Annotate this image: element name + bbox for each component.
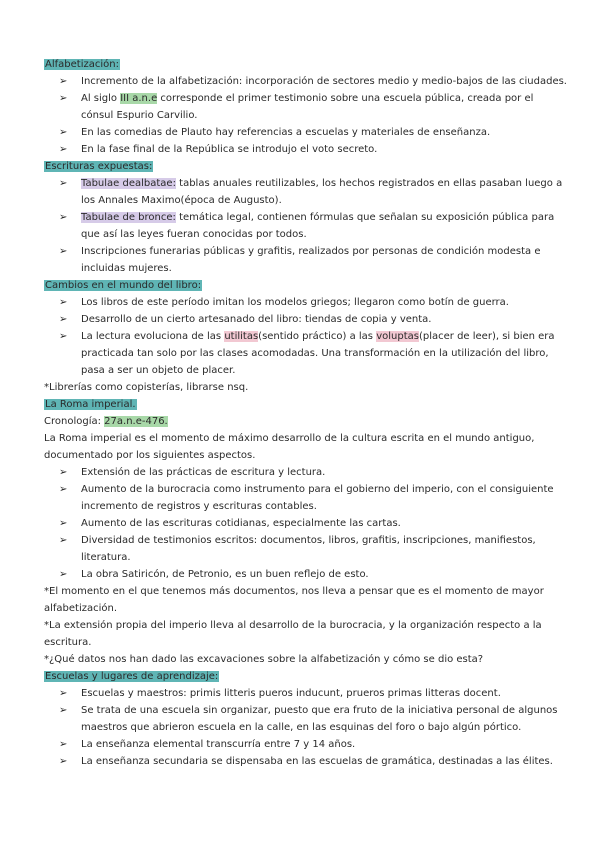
bullet-item: ➢ Los libros de este período imitan los modelos griegos; llegaron como botín de guerra. [44,294,564,311]
bullet-item: ➢ Desarrollo de un cierto artesanado del libro: tiendas de copia y venta. [44,311,564,328]
section-heading-libro: Cambios en el mundo del libro: [45,280,202,291]
arrow-bullet-icon: ➢ [59,246,68,257]
bullet-item: ➢ Inscripciones funerarias públicas y grafitis, realizados por personas de condición modesta e [44,243,564,260]
arrow-bullet-icon: ➢ [59,756,68,767]
bullet-item: ➢ En las comedias de Plauto hay referencias a escuelas y materiales de enseñanza. [44,124,564,141]
bullet-continuation: literatura. [81,552,131,563]
bullet-item: ➢ La enseñanza elemental transcurría entre 7 y 14 años. [44,736,564,753]
bullet-item: ➢ Extensión de las prácticas de escritura y lectura. [44,464,564,481]
arrow-bullet-icon: ➢ [59,518,68,529]
highlight-term: Tabulae de bronce: [81,212,176,223]
arrow-bullet-icon: ➢ [59,127,68,138]
section-heading-roma-imperial: La Roma imperial. [45,399,136,410]
arrow-bullet-icon: ➢ [59,314,68,325]
bullet-item: ➢ Aumento de la burocracia como instrumento para el gobierno del imperio, con el consiguiente [44,481,564,498]
highlight-term: voluptas [376,331,419,342]
bullet-item: ➢ La obra Satiricón, de Petronio, es un buen reflejo de esto. [44,566,564,583]
bullet-item: ➢ Diversidad de testimonios escritos: documentos, libros, grafitis, inscripciones, manifiestos, [44,532,564,549]
bullet-continuation: cónsul Espurio Carvilio. [81,110,198,121]
arrow-bullet-icon: ➢ [59,178,68,189]
arrow-bullet-icon: ➢ [59,535,68,546]
arrow-bullet-icon: ➢ [59,297,68,308]
document-page [44,56,567,770]
bullet-item: ➢ Tabulae dealbatae: tablas anuales reutilizables, los hechos registrados en ellas pasaban luego a [44,175,564,192]
bullet-continuation: incremento de registros y escrituras contables. [81,501,317,512]
section-heading-escuelas: Escuelas y lugares de aprendizaje: [45,671,219,682]
arrow-bullet-icon: ➢ [59,467,68,478]
bullet-item: ➢ La enseñanza secundaria se dispensaba en las escuelas de gramática, destinadas a las élites. [44,753,564,770]
note: *El momento en el que tenemos más documentos, nos lleva a pensar que es el momento de mayor [44,586,544,597]
arrow-bullet-icon: ➢ [59,569,68,580]
arrow-bullet-icon: ➢ [59,212,68,223]
highlight-term: Tabulae dealbatae: [81,178,176,189]
note-continuation: escritura. [44,637,92,648]
highlight-date: 27a.n.e-476. [104,416,168,427]
bullet-continuation: incluidas mujeres. [81,263,172,274]
bullet-item: ➢ En la fase final de la República se introdujo el voto secreto. [44,141,564,158]
highlight-term: utilitas [224,331,259,342]
arrow-bullet-icon: ➢ [59,144,68,155]
bullet-continuation: maestros que abrieron escuela en la calle, en las esquinas del foro o bajo algún pórtico. [81,722,522,733]
section-heading-escrituras: Escrituras expuestas: [45,161,153,172]
arrow-bullet-icon: ➢ [59,484,68,495]
note-continuation: alfabetización. [44,603,118,614]
bullet-item: ➢ La lectura evoluciona de las utilitas(sentido práctico) a las voluptas(placer de leer), si bien era [44,328,564,345]
arrow-bullet-icon: ➢ [59,688,68,699]
paragraph-line: La Roma imperial es el momento de máximo desarrollo de la cultura escrita en el mundo antiguo, [44,433,535,444]
note: *Librerías como copisterías, librarse nsq. [44,382,249,393]
note: *La extensión propia del imperio lleva al desarrollo de la burocracia, y la organización respecto a la [44,620,542,631]
bullet-item: ➢ Al siglo III a.n.e corresponde el primer testimonio sobre una escuela pública, creada por el [44,90,564,107]
bullet-item: ➢ Incremento de la alfabetización: incorporación de sectores medio y medio-bajos de las ciudades. [44,73,564,90]
bullet-item: ➢ Se trata de una escuela sin organizar, puesto que era fruto de la iniciativa personal de algunos [44,702,564,719]
bullet-continuation: que así las leyes fueran conocidas por todos. [81,229,307,240]
arrow-bullet-icon: ➢ [59,331,68,342]
bullet-item: ➢ Aumento de las escrituras cotidianas, especialmente las cartas. [44,515,564,532]
bullet-item: ➢ Escuelas y maestros: primis litteris pueros inducunt, prueros primas litteras docent. [44,685,564,702]
arrow-bullet-icon: ➢ [59,739,68,750]
note: *¿Qué datos nos han dado las excavaciones sobre la alfabetización y cómo se dio esta? [44,654,484,665]
arrow-bullet-icon: ➢ [59,93,68,104]
section-heading-alfabetizacion: Alfabetización: [45,59,119,70]
bullet-item: ➢ Tabulae de bronce: temática legal, contienen fórmulas que señalan su exposición pública para [44,209,564,226]
chronology-line: Cronología: 27a.n.e-476. [44,416,168,427]
arrow-bullet-icon: ➢ [59,76,68,87]
bullet-continuation: practicada tan solo por las clases acomodadas. Una transformación en la utilización del libro, [81,348,549,359]
highlight-date: III a.n.e [120,93,158,104]
bullet-continuation: pasa a ser un objeto de placer. [81,365,236,376]
arrow-bullet-icon: ➢ [59,705,68,716]
bullet-continuation: los Annales Maximo(época de Augusto). [81,195,282,206]
paragraph-line: documentado por los siguientes aspectos. [44,450,256,461]
